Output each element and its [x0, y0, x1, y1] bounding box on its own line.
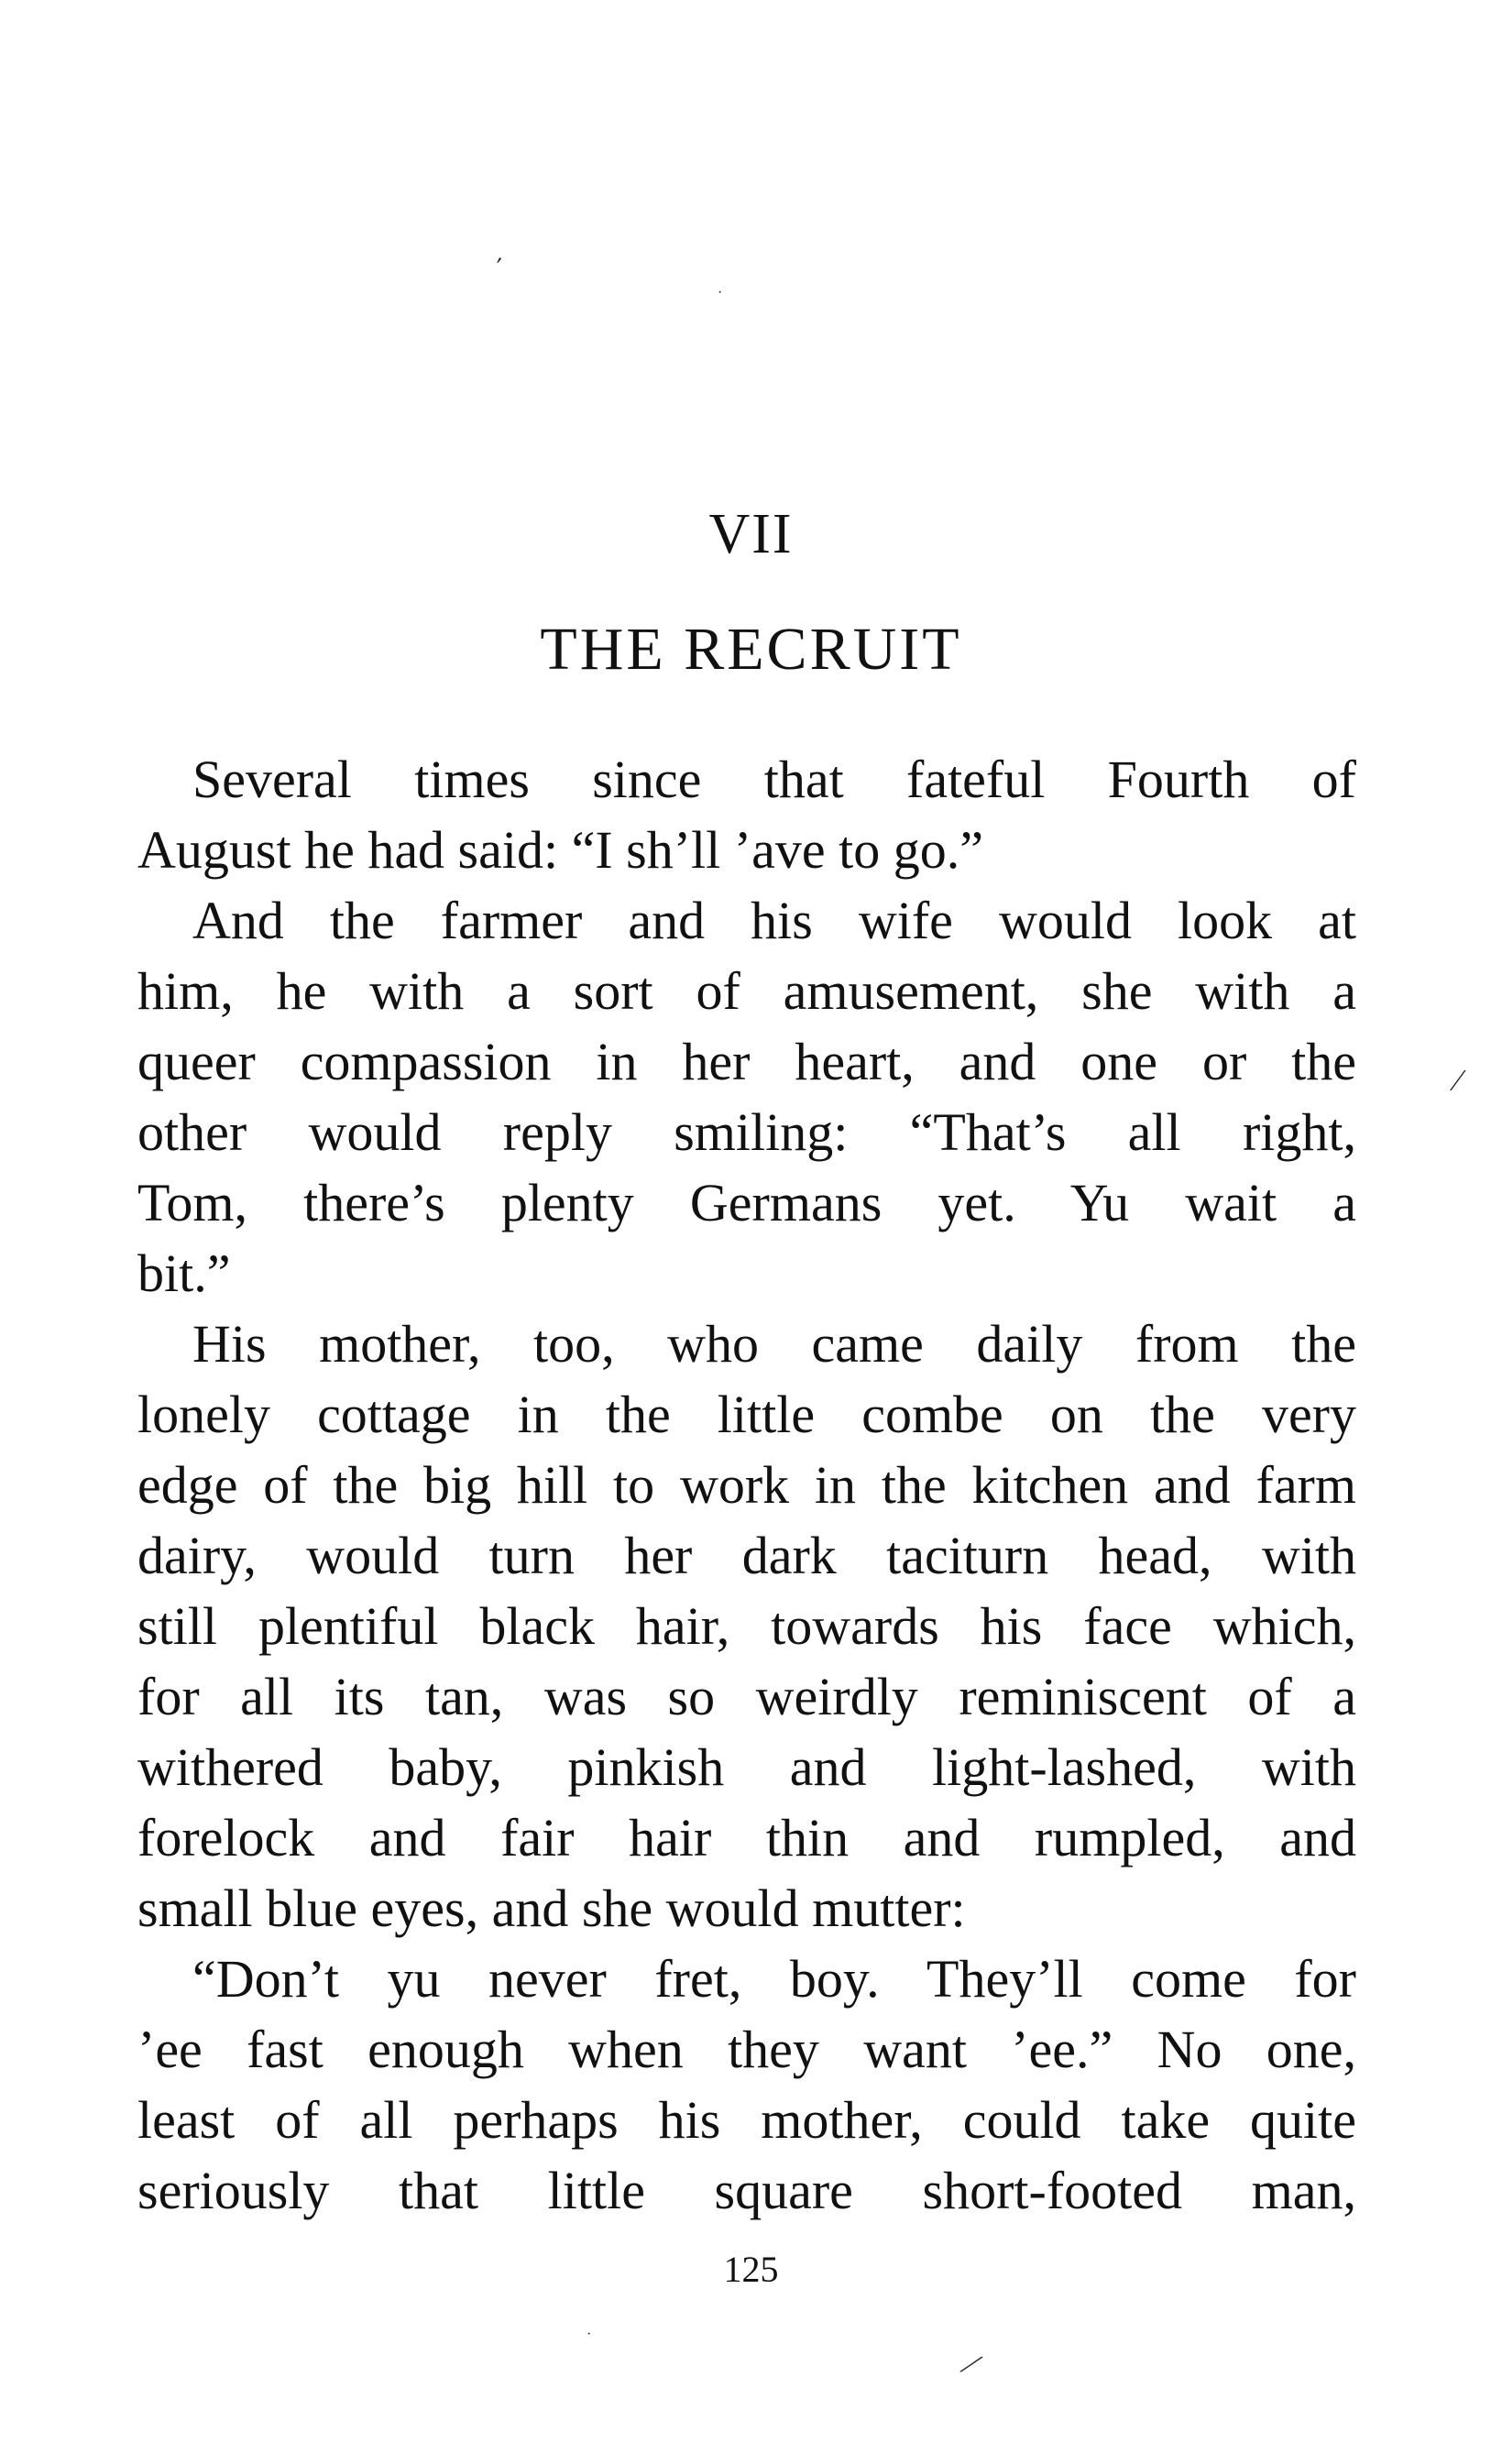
text-line: forelock and fair hair thin and rumpled, and: [137, 1808, 1356, 1867]
stray-mark: ′: [490, 251, 505, 279]
text-line: least of all perhaps his mother, could take quite: [137, 2090, 1356, 2150]
text-line: His mother, too, who came daily from the: [192, 1314, 1356, 1374]
stray-mark: ⁄: [1455, 1064, 1461, 1098]
chapter-title: THE RECRUIT: [540, 616, 962, 683]
text-line: dairy, would turn her dark taciturn head, with: [137, 1526, 1356, 1585]
stray-mark: ⁄: [962, 2346, 981, 2382]
text-line: Several times since that fateful Fourth of: [192, 750, 1356, 809]
text-line: still plentiful black hair, towards his face which,: [137, 1596, 1356, 1656]
text-line: August he had said: “I sh’ll ’ave to go.”: [137, 820, 983, 880]
stray-mark: ·: [587, 2327, 592, 2342]
text-line: Tom, there’s plenty Germans yet. Yu wait a: [137, 1173, 1356, 1232]
text-line: lonely cottage in the little combe on the very: [137, 1385, 1356, 1444]
text-line: And the farmer and his wife would look at: [192, 891, 1356, 950]
text-line: withered baby, pinkish and light-lashed, with: [137, 1737, 1356, 1797]
text-line: him, he with a sort of amusement, she with a: [137, 961, 1356, 1021]
body-text: [137, 744, 1356, 2226]
text-line: for all its tan, was so weirdly reminiscent of a: [137, 1667, 1356, 1726]
text-line: other would reply smiling: “That’s all right,: [137, 1102, 1356, 1162]
chapter-number: VII: [708, 503, 794, 565]
text-line: edge of the big hill to work in the kitchen and farm: [137, 1455, 1356, 1515]
text-line: “Don’t yu never fret, boy. They’ll come for: [192, 1949, 1356, 2009]
text-line: ’ee fast enough when they want ’ee.” No one,: [137, 2020, 1356, 2079]
stray-mark: ·: [718, 285, 723, 301]
text-line: seriously that little square short-footed man,: [137, 2161, 1356, 2220]
text-line: queer compassion in her heart, and one or the: [137, 1032, 1356, 1091]
text-line: small blue eyes, and she would mutter:: [137, 1878, 966, 1938]
page-number: 125: [723, 2249, 779, 2290]
text-line: bit.”: [137, 1243, 231, 1303]
